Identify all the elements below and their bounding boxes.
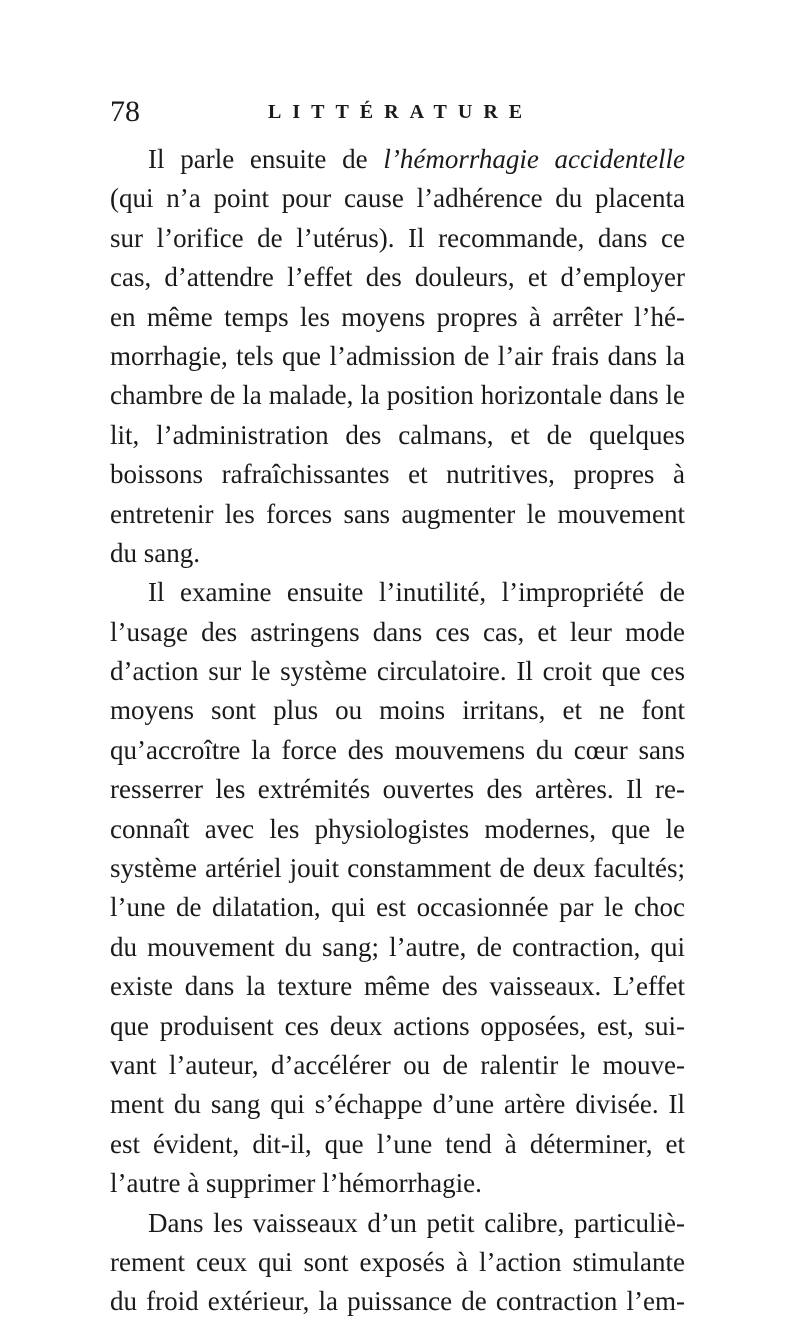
text-line: Dans les vaisseaux d’un petit calibre, particuliè- <box>148 1207 685 1238</box>
text-line: (qui n’a point pour cause l’adhérence du placenta <box>110 183 685 214</box>
running-head: LITTÉRATURE <box>268 101 534 123</box>
body-text <box>110 140 685 1322</box>
text-line: l’une de dilatation, qui est occasionnée par le choc <box>110 892 685 923</box>
text-line: vant l’auteur, d’accélérer ou de ralentir le mouve- <box>110 1049 685 1080</box>
text-line: rement ceux qui sont exposés à l’action stimulante <box>110 1246 685 1277</box>
text-line: entretenir les forces sans augmenter le mouvement <box>110 498 685 529</box>
text-line: Il examine ensuite l’inutilité, l’impropriété de <box>148 577 685 608</box>
text-line: en même temps les moyens propres à arrêter l’hé- <box>110 301 685 332</box>
text-line: l’autre à supprimer l’hémorrhagie. <box>110 1168 482 1199</box>
text-line: connaît avec les physiologistes modernes, que le <box>110 813 685 844</box>
italic-term: l’hémorrhagie accidentelle <box>383 144 685 174</box>
page-number: 78 <box>110 95 140 128</box>
text-line: est évident, dit-il, que l’une tend à déterminer, et <box>110 1128 685 1159</box>
page-header <box>110 92 690 132</box>
text-line: cas, d’attendre l’effet des douleurs, et d’employer <box>110 262 685 293</box>
text-line: système artériel jouit constamment de deux facultés; <box>110 853 685 884</box>
text-line: Il parle ensuite de l’hémorrhagie accidentelle <box>148 144 685 174</box>
text-line: ment du sang qui s’échappe d’une artère divisée. Il <box>110 1089 685 1120</box>
text-line: du froid extérieur, la puissance de contraction l’em- <box>110 1286 685 1317</box>
text-line: du mouvement du sang; l’autre, de contraction, qui <box>110 931 685 962</box>
text-line: l’usage des astringens dans ces cas, et leur mode <box>110 616 685 647</box>
text-line: qu’accroître la force des mouvemens du cœur sans <box>110 734 685 765</box>
text-line: boissons rafraîchissantes et nutritives, propres à <box>110 459 685 490</box>
text-line: sur l’orifice de l’utérus). Il recommande, dans ce <box>110 222 685 253</box>
text-line: resserrer les extrémités ouvertes des artères. Il re- <box>110 774 685 805</box>
text-line: existe dans la texture même des vaisseaux. L’effet <box>110 971 685 1002</box>
text-line: moyens sont plus ou moins irritans, et ne font <box>110 695 685 726</box>
text-line: que produisent ces deux actions opposées, est, sui- <box>110 1010 685 1041</box>
text-line: morrhagie, tels que l’admission de l’air frais dans la <box>110 340 685 371</box>
text-line: d’action sur le système circulatoire. Il croit que ces <box>110 656 685 687</box>
text-line: du sang. <box>110 537 200 568</box>
text-line: lit, l’administration des calmans, et de quelques <box>110 419 685 450</box>
text-line: chambre de la malade, la position horizontale dans le <box>110 380 685 411</box>
